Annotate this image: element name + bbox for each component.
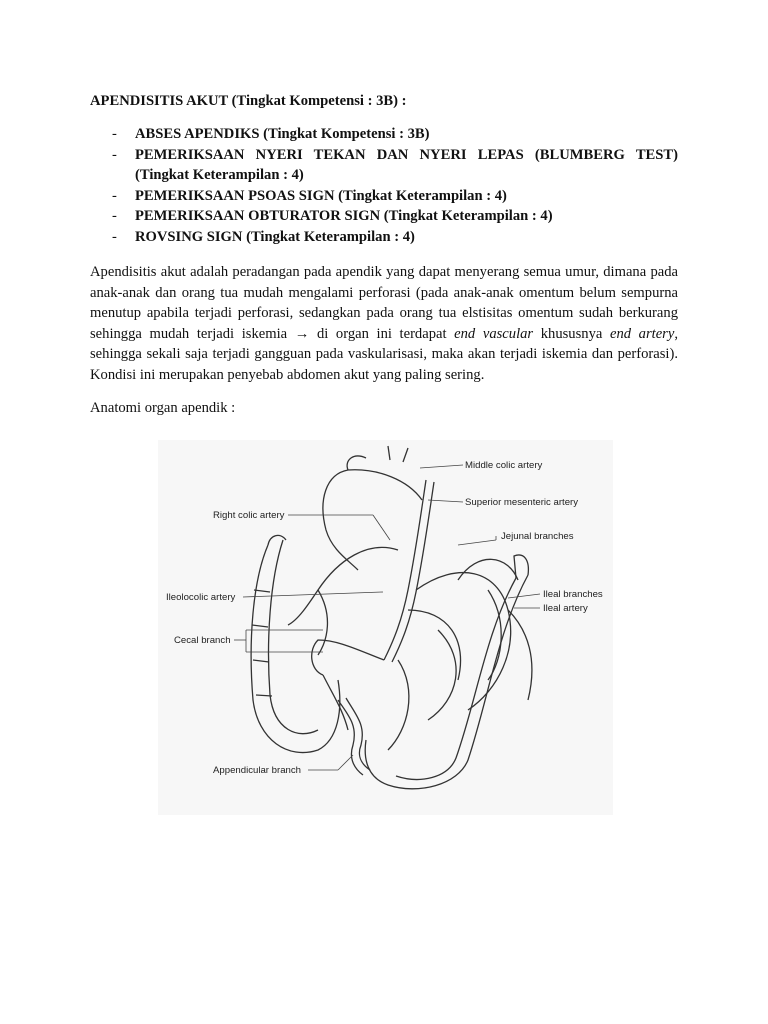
label-ileal-artery: Ileal artery <box>543 603 588 614</box>
label-cecal-branch: Cecal branch <box>174 635 231 646</box>
list-item: - PEMERIKSAAN NYERI TEKAN DAN NYERI LEPAS (BLUMBERG TEST) (Tingkat Keterampilan : 4) <box>112 146 678 183</box>
body-paragraph: Apendisitis akut adalah peradangan pada apendik yang dapat menyerang semua umur, dimana pada anak-anak dan orang tua mudah mengalami perforasi (pada anak-anak omentum belum sempurna menutup apabila terjadi perforasi, sedangkan pada orang tua elstisitas omentum sudah berkurang sehingga mudah terjadi iskemia → di organ ini terdapat end vascular khususnya end artery, sehingga sekali saja terjadi gangguan pada vaskularisasi, maka akan terjadi iskemia dan perforasi). Kondisi ini merupakan penyebab abdomen akut yang paling sering. <box>90 264 678 383</box>
competency-list <box>90 124 678 247</box>
label-ileocolic-artery: Ileolocolic artery <box>166 592 236 603</box>
label-right-colic-artery: Right colic artery <box>213 510 285 521</box>
list-item: - ABSES APENDIKS (Tingkat Kompetensi : 3B) <box>90 124 678 145</box>
arrow-icon: → <box>294 325 310 342</box>
bullet-dash: - <box>112 126 117 142</box>
label-middle-colic-artery: Middle colic artery <box>465 460 543 471</box>
list-item: - PEMERIKSAAN PSOAS SIGN (Tingkat Keterampilan : 4) <box>90 186 678 207</box>
bullet-dash: - <box>112 187 117 204</box>
section-heading: APENDISITIS AKUT (Tingkat Kompetensi : 3B) : <box>90 93 407 109</box>
label-ileal-branches: Ileal branches <box>543 589 603 600</box>
bullet-dash: - <box>112 146 117 163</box>
label-appendicular-branch: Appendicular branch <box>213 765 302 776</box>
bullet-dash: - <box>112 208 117 224</box>
list-item: - ROVSING SIGN (Tingkat Keterampilan : 4) <box>90 227 678 248</box>
label-jejunal-branches: Jejunal branches <box>501 531 574 542</box>
appendix-anatomy-figure <box>158 440 613 815</box>
label-superior-mesenteric-artery: Superior mesenteric artery <box>465 497 579 508</box>
bullet-dash: - <box>112 228 117 245</box>
list-item: - PEMERIKSAAN OBTURATOR SIGN (Tingkat Keterampilan : 4) <box>90 206 678 227</box>
figure-caption: Anatomi organ apendik : <box>90 400 236 416</box>
